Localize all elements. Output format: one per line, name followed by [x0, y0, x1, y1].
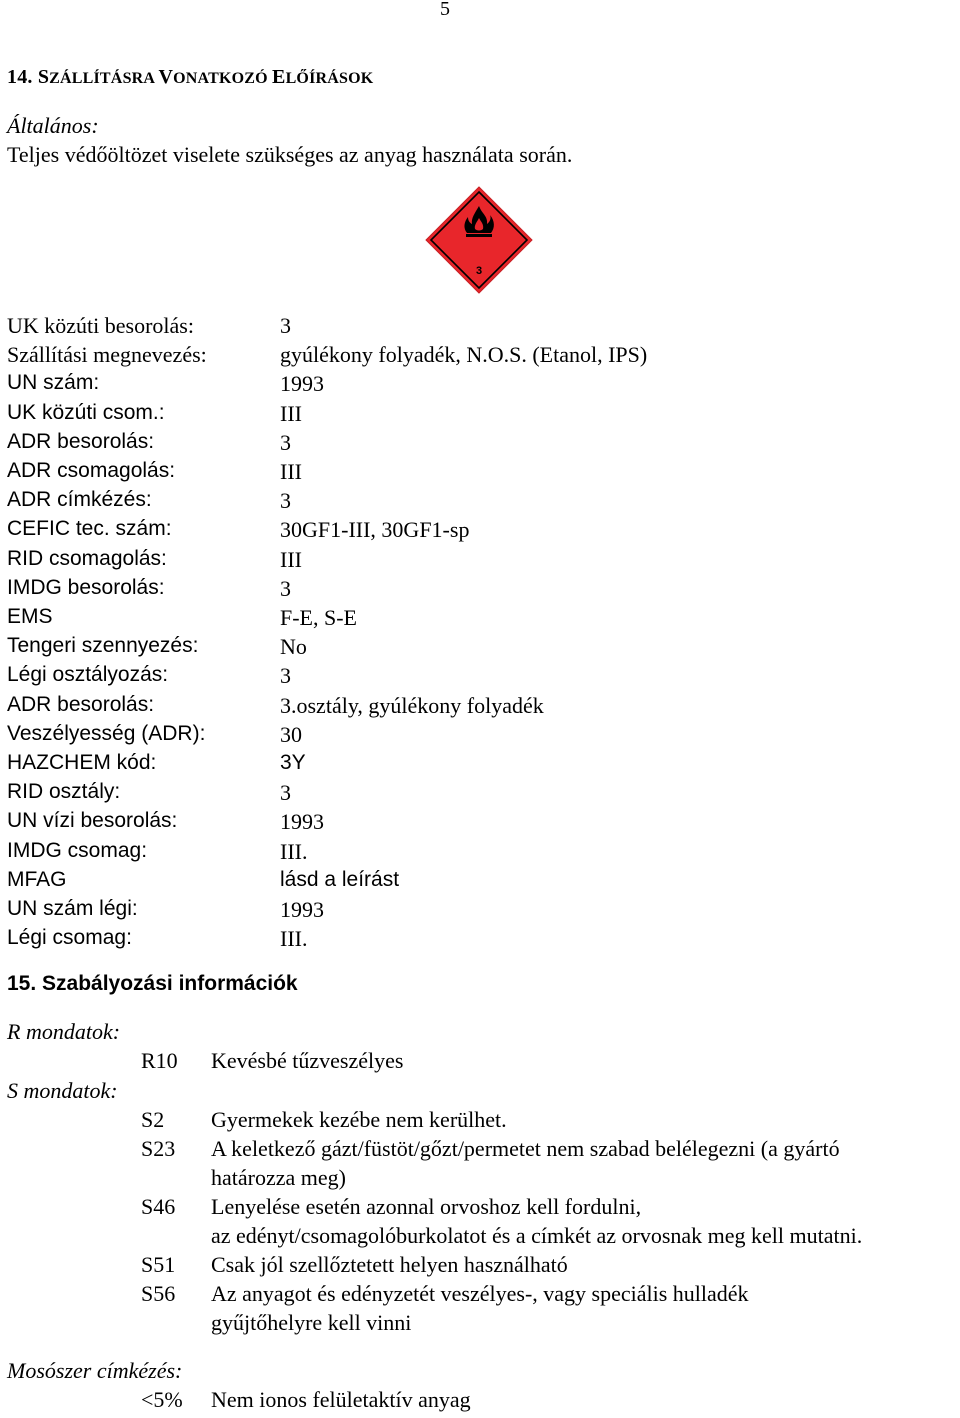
transport-value: No: [280, 634, 307, 659]
phrase-text: határozza meg): [211, 1165, 346, 1190]
general-text: Teljes védőöltözet viselete szükséges az anyag használata során.: [7, 142, 573, 167]
heading-part: ZÁLLÍTÁSRA: [49, 70, 159, 87]
phrase-code: S2: [141, 1107, 165, 1132]
flammable-liquid-placard: [425, 186, 533, 294]
transport-label: Veszélyesség (ADR):: [7, 722, 206, 745]
transport-value: gyúlékony folyadék, N.O.S. (Etanol, IPS): [280, 342, 648, 367]
r-phrases-label: R mondatok:: [7, 1019, 121, 1044]
transport-label: UN vízi besorolás:: [7, 809, 178, 832]
detergent-label: Mosószer címkézés:: [7, 1358, 183, 1383]
transport-value: 3Y: [280, 751, 306, 774]
transport-value: 1993: [280, 897, 324, 922]
phrase-text: Lenyelése esetén azonnal orvoshoz kell fordulni,: [211, 1194, 642, 1219]
transport-label: ADR csomagolás:: [7, 459, 176, 482]
transport-value: III.: [280, 839, 308, 864]
section-14-number: 14.: [7, 66, 33, 88]
transport-label: Tengeri szennyezés:: [7, 634, 199, 657]
heading-part: E: [272, 66, 286, 88]
transport-label: UK közúti csom.:: [7, 401, 165, 424]
transport-label: HAZCHEM kód:: [7, 751, 157, 774]
transport-value: lásd a leírást: [280, 868, 400, 891]
transport-value: 3: [280, 663, 291, 688]
heading-part: LŐÍRÁSOK: [285, 70, 374, 87]
transport-value: 3: [280, 430, 291, 455]
transport-value: 3: [280, 313, 291, 338]
phrase-text: A keletkező gázt/füstöt/gőzt/permetet nem szabad belélegezni (a gyártó: [211, 1136, 840, 1161]
phrase-code: S46: [141, 1194, 176, 1219]
transport-label: ADR címkézés:: [7, 488, 152, 511]
transport-value: 1993: [280, 809, 324, 834]
transport-label: Légi csomag:: [7, 926, 132, 949]
heading-part: S: [37, 66, 50, 88]
transport-value: 3: [280, 488, 291, 513]
transport-label: CEFIC tec. szám:: [7, 517, 172, 540]
section-14-title: [7, 66, 373, 89]
heading-part: ONATKOZÓ: [173, 70, 273, 87]
section-14-heading: [38, 66, 374, 88]
transport-label: Légi osztályozás:: [7, 663, 169, 686]
transport-label: UK közúti besorolás:: [7, 313, 194, 338]
transport-label: Szállítási megnevezés:: [7, 342, 207, 367]
phrase-code: S51: [141, 1252, 176, 1277]
phrase-text: gyűjtőhelyre kell vinni: [211, 1310, 412, 1335]
phrase-code: R10: [141, 1048, 178, 1073]
phrase-text: Kevésbé tűzveszélyes: [211, 1048, 404, 1073]
transport-label: MFAG: [7, 868, 67, 891]
phrase-text: az edényt/csomagolóburkolatot és a címkét az orvosnak meg kell mutatni.: [211, 1223, 863, 1248]
phrase-code: S56: [141, 1281, 176, 1306]
transport-label: RID csomagolás:: [7, 547, 167, 570]
transport-label: UN szám:: [7, 371, 100, 394]
transport-label: IMDG csomag:: [7, 839, 148, 862]
transport-value: F-E, S-E: [280, 605, 357, 630]
s-phrases-label: S mondatok:: [7, 1078, 118, 1103]
general-label: Általános:: [7, 113, 99, 138]
transport-value: III: [280, 547, 302, 572]
transport-value: III: [280, 459, 302, 484]
transport-value: 30GF1-III, 30GF1-sp: [280, 517, 470, 542]
detergent-percent: <5%: [141, 1387, 183, 1412]
transport-label: IMDG besorolás:: [7, 576, 165, 599]
transport-value: 3.osztály, gyúlékony folyadék: [280, 693, 544, 718]
phrase-text: Csak jól szellőztetett helyen használható: [211, 1252, 568, 1277]
transport-value: 3: [280, 576, 291, 601]
transport-label: RID osztály:: [7, 780, 121, 803]
transport-label: EMS: [7, 605, 53, 628]
heading-part: V: [158, 66, 174, 88]
phrase-text: Az anyagot és edényzetét veszélyes-, vagy speciális hulladék: [211, 1281, 749, 1306]
transport-value: 3: [280, 780, 291, 805]
phrase-text: Gyermekek kezébe nem kerülhet.: [211, 1107, 507, 1132]
transport-value: 1993: [280, 371, 324, 396]
transport-value: III: [280, 401, 302, 426]
detergent-text: Nem ionos felületaktív anyag: [211, 1387, 471, 1412]
section-15-title: 15. Szabályozási információk: [7, 972, 298, 995]
transport-label: UN szám légi:: [7, 897, 138, 920]
transport-label: ADR besorolás:: [7, 693, 155, 716]
transport-value: III.: [280, 926, 308, 951]
page-number: 5: [440, 0, 450, 20]
transport-label: ADR besorolás:: [7, 430, 155, 453]
transport-value: 30: [280, 722, 302, 747]
placard-class-number: 3: [475, 265, 483, 277]
phrase-code: S23: [141, 1136, 176, 1161]
